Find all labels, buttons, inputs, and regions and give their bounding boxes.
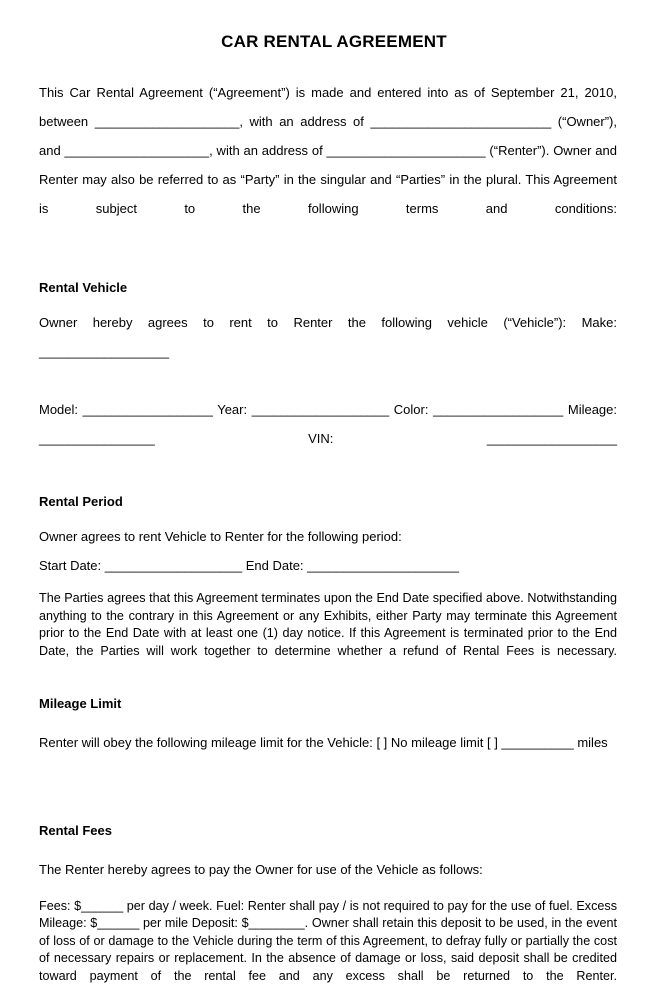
spacer-rp-head [39, 512, 617, 522]
rental-vehicle-paragraph-2: Model: __________________ Year: ___________________ Color: __________________ Mileage: ________________ VIN: __________________ [39, 402, 617, 446]
spacer-rp-terms [39, 580, 617, 590]
intro-paragraph: This Car Rental Agreement (“Agreement”) is made and entered into as of September 21, 2010, between ____________________, with an address of _________________________ (“Owner”), and ____________________, with an address of ______________________ (“Renter”). Owner and Renter may also be referred to as “Party” in the singular and “Parties” in the plural. This Agreement is subject to the following terms and conditions: [39, 85, 617, 216]
page-title: CAR RENTAL AGREEMENT [221, 32, 447, 51]
document-body [39, 78, 617, 1003]
mileage-limit-paragraph: Renter will obey the following mileage limit for the Vehicle: [ ] No mileage limit [ ] __________ miles [39, 734, 608, 750]
rental-fees-paragraph-1: The Renter hereby agrees to pay the Owner for use of the Vehicle as follows: [39, 861, 483, 877]
spacer-rf-head [39, 841, 617, 855]
spacer-before-rental-fees [39, 757, 617, 821]
spacer-rv-head [39, 298, 617, 308]
rental-fees-detail-paragraph: Fees: $______ per day / week. Fuel: Renter shall pay / is not required to pay for the use of fuel. Excess Mileage: $______ per mile Deposit: $________. Owner shall retain this deposit to be used, in the event of loss of or damage to the Vehicle during the term of this Agreement, to defray fully or partially the cost of necessary repairs or replacement. In the absence of damage or loss, said deposit shall be credited toward payment of the rental fee and any excess shall be returned to the Renter. [39, 898, 617, 983]
rental-period-terms-paragraph: The Parties agrees that this Agreement terminates upon the End Date specified above. Notwithstanding anything to the contrary in this Agreement or any Exhibits, either Party may terminate this Agreement prior to the End Date with at least one (1) day notice. If this Agreement is terminated prior to the End Date, the Parties will work together to determine whether a refund of Rental Fees is necessary. [39, 591, 617, 658]
rental-period-paragraph-1: Owner agrees to rent Vehicle to Renter for the following period: [39, 529, 402, 544]
spacer-rf-detail [39, 884, 617, 898]
rental-period-dates-line: Start Date: ___________________ End Date: _____________________ [39, 558, 459, 573]
spacer-before-mileage-limit [39, 678, 617, 694]
section-heading-rental-fees: Rental Fees [39, 822, 112, 838]
rental-vehicle-paragraph-1: Owner hereby agrees to rent to Renter the following vehicle (“Vehicle”): Make: __________________ [39, 315, 617, 359]
spacer-before-rental-period [39, 482, 617, 492]
spacer-ml-head [39, 714, 617, 728]
section-heading-rental-period: Rental Period [39, 494, 123, 509]
section-heading-mileage-limit: Mileage Limit [39, 695, 122, 711]
section-heading-rental-vehicle: Rental Vehicle [39, 280, 128, 295]
spacer-before-rental-vehicle [39, 252, 617, 278]
